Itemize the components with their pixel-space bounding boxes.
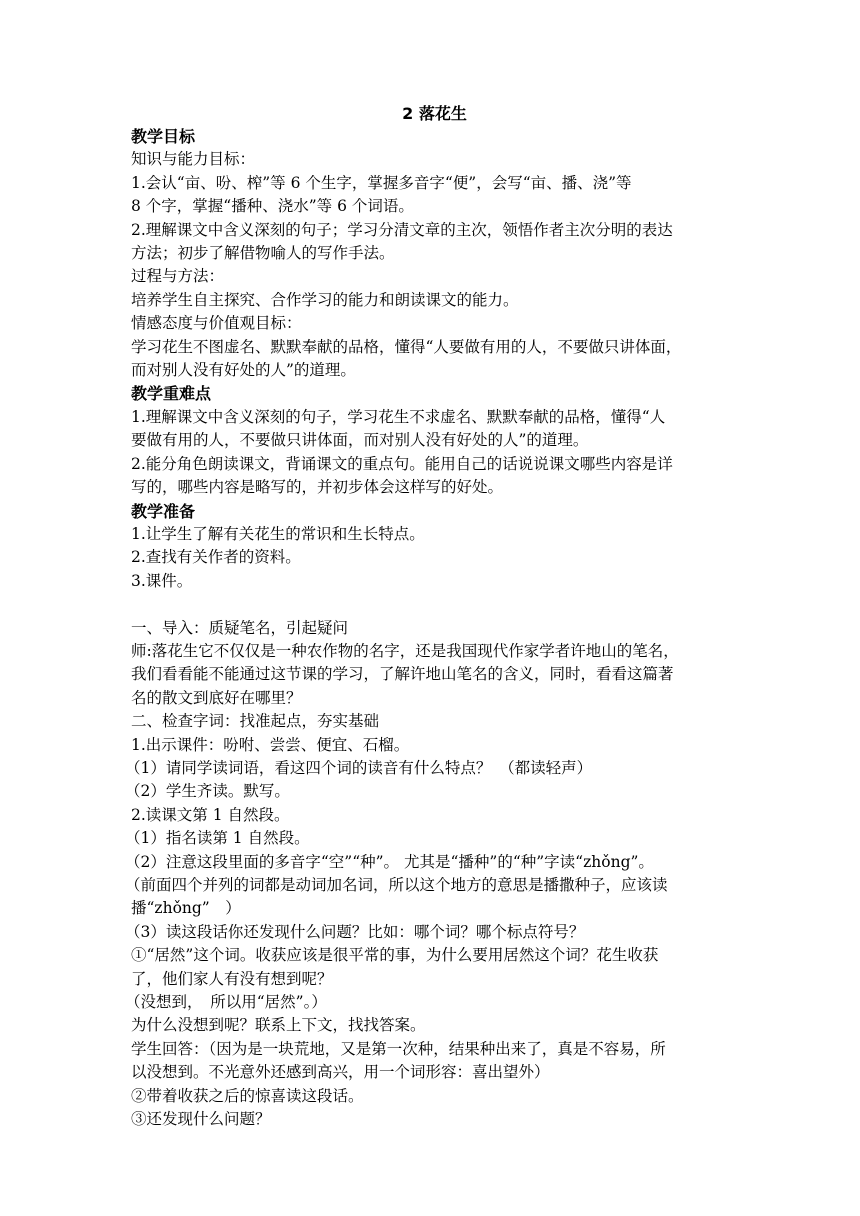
- question1-student-line2: 以没想到。不光意外还感到高兴，用一个词形容：喜出望外）: [131, 1063, 550, 1082]
- check-item-2c-line2: 播“zhǒng” ）: [131, 899, 241, 918]
- blank-line: [131, 593, 732, 616]
- emotion-line2: 而对别人没有好处的人”的道理。: [131, 361, 356, 380]
- emotion-line1: 学习花生不图虚名、默默奉献的品格，懂得“人要做有用的人，不要做只讲体面，: [131, 337, 682, 356]
- check-heading: 二、检查字词：找准起点，夯实基础: [131, 712, 380, 731]
- check-item-2b: （2）注意这段里面的多音字“空”“种”。 尤其是“播种”的“种”字读“zhǒng”。: [125, 852, 654, 871]
- question2: ②带着收获之后的惊喜读这段话。: [131, 1086, 364, 1105]
- question1-why: 为什么没想到呢？联系上下文，找找答案。: [131, 1016, 426, 1035]
- key1-line2: 要做有用的人，不要做只讲体面，而对别人没有好处的人”的道理。: [131, 431, 589, 450]
- heading-key-points: 教学重难点: [131, 384, 212, 404]
- process-text: 培养学生自主探究、合作学习的能力和朗读课文的能力。: [131, 290, 519, 309]
- heading-teaching-goals: 教学目标: [131, 127, 196, 146]
- heading-preparation: 教学准备: [131, 501, 196, 521]
- intro-heading: 一、导入：质疑笔名，引起疑问: [131, 618, 349, 637]
- check-item-2: 2.读课文第 1 自然段。: [131, 805, 290, 824]
- intro-line1: 师:落花生它不仅仅是一种农作物的名字，还是我国现代作家学者许地山的笔名，: [131, 641, 679, 660]
- intro-line2: 我们看看能不能通过这节课的学习，了解许地山笔名的含义，同时，看看这篇著: [131, 665, 674, 684]
- key2-line1: 2.能分角色朗读课文，背诵课文的重点句。能用自己的话说说课文哪些内容是详: [131, 454, 673, 473]
- prep-item-1: 1.让学生了解有关花生的常识和生长特点。: [131, 524, 425, 543]
- question1-answer: （没想到， 所以用“居然”。）: [125, 993, 327, 1012]
- check-item-1b: （2）学生齐读。默写。: [125, 782, 290, 801]
- label-knowledge: 知识与能力目标：: [131, 150, 256, 169]
- question1-line1: ①“居然”这个词。收获应该是很平常的事，为什么要用居然这个词？花生收获: [131, 946, 659, 965]
- key2-line2: 写的，哪些内容是略写的，并初步体会这样写的好处。: [131, 478, 504, 497]
- goal2-line1: 2.理解课文中含义深刻的句子；学习分清文章的主次，领悟作者主次分明的表达: [131, 220, 673, 239]
- goal1-line1: 1.会认“亩、吩、榨”等 6 个生字，掌握多音字“便”，会写“亩、播、浇”等: [131, 173, 632, 192]
- question3: ③还发现什么问题？: [131, 1110, 271, 1129]
- key1-line1: 1.理解课文中含义深刻的句子，学习花生不求虚名、默默奉献的品格，懂得“人: [131, 407, 666, 426]
- question1-line2: 了，他们家人有没有想到呢？: [131, 969, 333, 988]
- prep-item-2: 2.查找有关作者的资料。: [131, 548, 301, 567]
- check-item-1a: （1）请同学读词语，看这四个词的读音有什么特点？ （都读轻声）: [125, 758, 593, 777]
- prep-item-3: 3.课件。: [131, 571, 193, 590]
- document-title: 2 落花生: [402, 104, 467, 123]
- label-process: 过程与方法：: [131, 267, 225, 286]
- label-emotion: 情感态度与价值观目标：: [131, 314, 302, 333]
- check-item-2c-line1: （前面四个并列的词都是动词加名词，所以这个地方的意思是播撒种子，应该读: [125, 875, 668, 894]
- goal1-line2: 8 个字，掌握“播种、浇水”等 6 个词语。: [131, 197, 414, 216]
- intro-line3: 名的散文到底好在哪里？: [131, 688, 302, 707]
- question1-student-line1: 学生回答：（因为是一块荒地，又是第一次种，结果种出来了，真是不容易，所: [131, 1039, 666, 1058]
- check-item-2a: （1）指名读第 1 自然段。: [125, 829, 310, 848]
- check-item-2d: （3）读这段话你还发现什么问题？比如：哪个词？哪个标点符号？: [125, 922, 585, 941]
- goal2-line2: 方法；初步了解借物喻人的写作手法。: [131, 244, 395, 263]
- check-item-1: 1.出示课件：吩咐、尝尝、便宜、石榴。: [131, 735, 410, 754]
